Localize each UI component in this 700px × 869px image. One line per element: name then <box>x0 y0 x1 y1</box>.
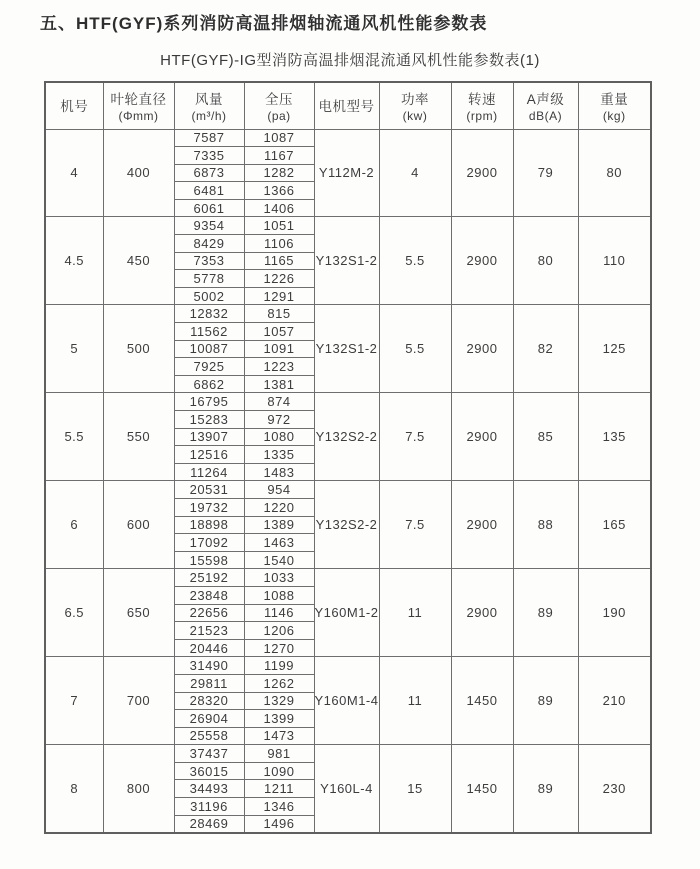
cell-noise-level: 82 <box>513 305 578 393</box>
cell-impeller-diameter: 700 <box>103 657 174 745</box>
cell-total-pressure: 1389 <box>244 516 314 534</box>
cell-air-volume: 15598 <box>174 551 244 569</box>
cell-total-pressure: 1346 <box>244 798 314 816</box>
cell-total-pressure: 1473 <box>244 727 314 745</box>
header-noise-level <box>513 82 578 129</box>
cell-motor-model: Y132S1-2 <box>314 217 379 305</box>
cell-model-no: 6 <box>45 481 103 569</box>
cell-weight: 135 <box>578 393 651 481</box>
cell-total-pressure: 1087 <box>244 129 314 147</box>
cell-air-volume: 10087 <box>174 340 244 358</box>
cell-power: 4 <box>379 129 451 217</box>
cell-air-volume: 6061 <box>174 199 244 217</box>
cell-power: 15 <box>379 745 451 833</box>
cell-speed: 2900 <box>451 481 513 569</box>
cell-air-volume: 12832 <box>174 305 244 323</box>
cell-motor-model: Y132S2-2 <box>314 481 379 569</box>
cell-total-pressure: 1199 <box>244 657 314 675</box>
cell-total-pressure: 1088 <box>244 586 314 604</box>
cell-air-volume: 6862 <box>174 375 244 393</box>
cell-impeller-diameter: 550 <box>103 393 174 481</box>
table-row <box>45 481 651 499</box>
cell-noise-level: 89 <box>513 745 578 833</box>
cell-total-pressure: 1406 <box>244 199 314 217</box>
cell-air-volume: 22656 <box>174 604 244 622</box>
cell-impeller-diameter: 450 <box>103 217 174 305</box>
cell-noise-level: 88 <box>513 481 578 569</box>
cell-total-pressure: 1282 <box>244 164 314 182</box>
cell-total-pressure: 1329 <box>244 692 314 710</box>
cell-total-pressure: 1399 <box>244 710 314 728</box>
cell-total-pressure: 1366 <box>244 182 314 200</box>
cell-total-pressure: 1262 <box>244 674 314 692</box>
table-row <box>45 569 651 587</box>
cell-weight: 125 <box>578 305 651 393</box>
cell-power: 7.5 <box>379 393 451 481</box>
cell-model-no: 5 <box>45 305 103 393</box>
cell-motor-model: Y160L-4 <box>314 745 379 833</box>
cell-speed: 1450 <box>451 657 513 745</box>
cell-total-pressure: 972 <box>244 411 314 429</box>
cell-total-pressure: 1381 <box>244 375 314 393</box>
cell-total-pressure: 1220 <box>244 498 314 516</box>
cell-total-pressure: 1335 <box>244 446 314 464</box>
cell-air-volume: 31490 <box>174 657 244 675</box>
cell-motor-model: Y132S1-2 <box>314 305 379 393</box>
header-label: 风量 <box>195 92 223 108</box>
cell-total-pressure: 1206 <box>244 622 314 640</box>
cell-air-volume: 25192 <box>174 569 244 587</box>
header-label: 重量 <box>600 92 629 108</box>
table-row <box>45 657 651 675</box>
cell-power: 5.5 <box>379 217 451 305</box>
cell-weight: 190 <box>578 569 651 657</box>
cell-total-pressure: 1270 <box>244 639 314 657</box>
cell-total-pressure: 815 <box>244 305 314 323</box>
header-unit: (rpm) <box>466 109 498 124</box>
cell-air-volume: 36015 <box>174 762 244 780</box>
cell-impeller-diameter: 400 <box>103 129 174 217</box>
cell-air-volume: 15283 <box>174 411 244 429</box>
cell-motor-model: Y112M-2 <box>314 129 379 217</box>
cell-total-pressure: 1496 <box>244 815 314 833</box>
cell-air-volume: 17092 <box>174 534 244 552</box>
cell-noise-level: 85 <box>513 393 578 481</box>
cell-motor-model: Y160M1-2 <box>314 569 379 657</box>
header-motor-model <box>314 82 379 129</box>
page-title: 五、HTF(GYF)系列消防高温排烟轴流通风机性能参数表 <box>40 14 488 33</box>
cell-air-volume: 34493 <box>174 780 244 798</box>
cell-weight: 80 <box>578 129 651 217</box>
cell-total-pressure: 1291 <box>244 287 314 305</box>
cell-air-volume: 21523 <box>174 622 244 640</box>
header-unit: (kg) <box>602 109 626 124</box>
cell-total-pressure: 1146 <box>244 604 314 622</box>
cell-model-no: 6.5 <box>45 569 103 657</box>
cell-total-pressure: 1080 <box>244 428 314 446</box>
cell-air-volume: 37437 <box>174 745 244 763</box>
cell-air-volume: 20531 <box>174 481 244 499</box>
cell-impeller-diameter: 800 <box>103 745 174 833</box>
cell-weight: 110 <box>578 217 651 305</box>
cell-total-pressure: 954 <box>244 481 314 499</box>
cell-air-volume: 7925 <box>174 358 244 376</box>
cell-noise-level: 80 <box>513 217 578 305</box>
header-power <box>379 82 451 129</box>
cell-impeller-diameter: 500 <box>103 305 174 393</box>
cell-air-volume: 25558 <box>174 727 244 745</box>
cell-speed: 2900 <box>451 305 513 393</box>
cell-air-volume: 11562 <box>174 323 244 341</box>
header-unit: dB(A) <box>528 109 563 124</box>
cell-total-pressure: 1211 <box>244 780 314 798</box>
table-row <box>45 129 651 147</box>
cell-air-volume: 28469 <box>174 815 244 833</box>
header-unit: (m³/h) <box>191 109 227 124</box>
cell-total-pressure: 1167 <box>244 147 314 165</box>
header-unit: (Φmm) <box>118 109 159 124</box>
cell-air-volume: 16795 <box>174 393 244 411</box>
cell-model-no: 7 <box>45 657 103 745</box>
cell-total-pressure: 1463 <box>244 534 314 552</box>
header-label: A声级 <box>526 92 565 108</box>
table-title: HTF(GYF)-IG型消防高温排烟混流通风机性能参数表(1) <box>160 52 540 69</box>
header-total-pressure <box>244 82 314 129</box>
cell-motor-model: Y160M1-4 <box>314 657 379 745</box>
header-unit: (kw) <box>402 109 428 124</box>
cell-total-pressure: 1090 <box>244 762 314 780</box>
header-label: 转速 <box>468 92 496 108</box>
cell-speed: 2900 <box>451 393 513 481</box>
cell-air-volume: 31196 <box>174 798 244 816</box>
header-impeller-diameter <box>103 82 174 129</box>
cell-speed: 1450 <box>451 745 513 833</box>
header-label: 电机型号 <box>318 99 375 115</box>
cell-air-volume: 5002 <box>174 287 244 305</box>
cell-weight: 210 <box>578 657 651 745</box>
cell-speed: 2900 <box>451 569 513 657</box>
cell-power: 7.5 <box>379 481 451 569</box>
cell-total-pressure: 1106 <box>244 235 314 253</box>
cell-total-pressure: 1223 <box>244 358 314 376</box>
table-row <box>45 745 651 763</box>
cell-air-volume: 7353 <box>174 252 244 270</box>
table-row <box>45 217 651 235</box>
cell-power: 11 <box>379 657 451 745</box>
header-model-no <box>45 82 103 129</box>
cell-model-no: 8 <box>45 745 103 833</box>
cell-power: 5.5 <box>379 305 451 393</box>
cell-total-pressure: 1091 <box>244 340 314 358</box>
cell-total-pressure: 981 <box>244 745 314 763</box>
cell-speed: 2900 <box>451 217 513 305</box>
header-label: 机号 <box>60 99 89 115</box>
table-body <box>45 129 651 833</box>
table-row <box>45 305 651 323</box>
cell-air-volume: 7587 <box>174 129 244 147</box>
cell-air-volume: 26904 <box>174 710 244 728</box>
cell-total-pressure: 1483 <box>244 463 314 481</box>
cell-air-volume: 20446 <box>174 639 244 657</box>
cell-air-volume: 6481 <box>174 182 244 200</box>
header-label: 叶轮直径 <box>110 92 167 108</box>
cell-impeller-diameter: 600 <box>103 481 174 569</box>
fan-performance-table <box>44 81 652 834</box>
cell-model-no: 5.5 <box>45 393 103 481</box>
cell-air-volume: 28320 <box>174 692 244 710</box>
header-label: 功率 <box>401 92 429 108</box>
cell-power: 11 <box>379 569 451 657</box>
cell-weight: 230 <box>578 745 651 833</box>
cell-model-no: 4 <box>45 129 103 217</box>
cell-total-pressure: 1051 <box>244 217 314 235</box>
cell-noise-level: 89 <box>513 569 578 657</box>
cell-model-no: 4.5 <box>45 217 103 305</box>
cell-speed: 2900 <box>451 129 513 217</box>
cell-total-pressure: 1033 <box>244 569 314 587</box>
cell-total-pressure: 874 <box>244 393 314 411</box>
cell-air-volume: 13907 <box>174 428 244 446</box>
cell-weight: 165 <box>578 481 651 569</box>
header-air-volume <box>174 82 244 129</box>
header-row <box>45 82 651 129</box>
cell-air-volume: 8429 <box>174 235 244 253</box>
cell-motor-model: Y132S2-2 <box>314 393 379 481</box>
cell-total-pressure: 1540 <box>244 551 314 569</box>
cell-air-volume: 19732 <box>174 498 244 516</box>
cell-air-volume: 23848 <box>174 586 244 604</box>
cell-air-volume: 29811 <box>174 674 244 692</box>
cell-air-volume: 6873 <box>174 164 244 182</box>
cell-air-volume: 5778 <box>174 270 244 288</box>
table-row <box>45 393 651 411</box>
header-speed <box>451 82 513 129</box>
table-header <box>45 82 651 129</box>
cell-air-volume: 12516 <box>174 446 244 464</box>
header-weight <box>578 82 651 129</box>
cell-air-volume: 9354 <box>174 217 244 235</box>
cell-total-pressure: 1226 <box>244 270 314 288</box>
cell-total-pressure: 1057 <box>244 323 314 341</box>
cell-noise-level: 89 <box>513 657 578 745</box>
cell-total-pressure: 1165 <box>244 252 314 270</box>
cell-noise-level: 79 <box>513 129 578 217</box>
cell-air-volume: 18898 <box>174 516 244 534</box>
cell-air-volume: 7335 <box>174 147 244 165</box>
header-unit: (pa) <box>267 109 291 124</box>
cell-impeller-diameter: 650 <box>103 569 174 657</box>
header-label: 全压 <box>265 92 293 108</box>
cell-air-volume: 11264 <box>174 463 244 481</box>
